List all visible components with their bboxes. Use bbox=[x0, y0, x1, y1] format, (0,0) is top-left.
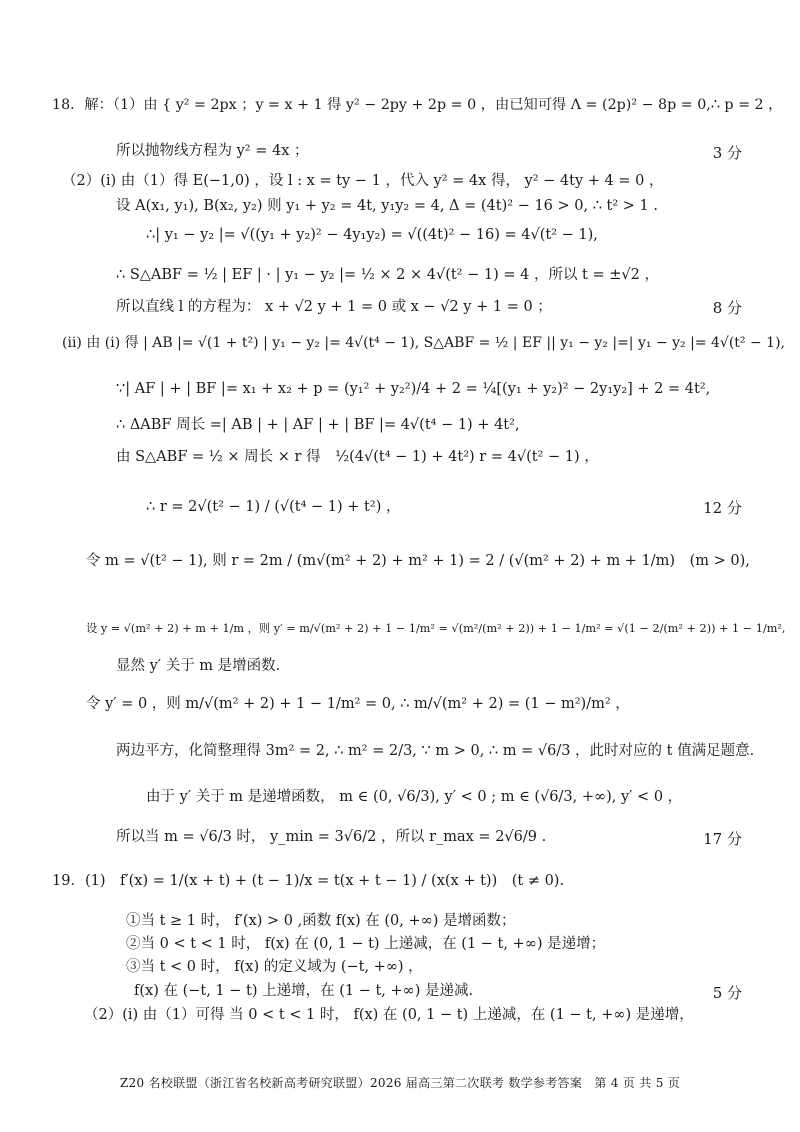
q18-score-3: 3 分 bbox=[712, 144, 742, 162]
q18-line-8: (ⅱ) 由 (ⅰ) 得 | AB |= √(1 + t²) | y₁ − y₂ |= 4√(t⁴ − 1), S△ABF = ½ | EF || y₁ − y₂ |=| y₁ − y₂ |= 4√(t² − 1), bbox=[62, 335, 785, 351]
q18-line-11: 由 S△ABF = ½ × 周长 × r 得 ½(4√(t⁴ − 1) + 4t²) r = 4√(t² − 1) ， bbox=[116, 449, 599, 465]
q18-line-2: 所以抛物线方程为 y² = 4x ； bbox=[116, 143, 309, 159]
q18-score-12: 12 分 bbox=[703, 499, 742, 517]
q18-line-5: ∴| y₁ − y₂ |= √((y₁ + y₂)² − 4y₁y₂) = √((4t)² − 16) = 4√(t² − 1), bbox=[146, 227, 598, 243]
q18-line-14: 设 y = √(m² + 2) + m + 1/m ，则 y′ = m/√(m² + 2) + 1 − 1/m² = √(m²/(m² + 2)) + 1 − 1/m² = √(1 − 2/(m² + 2)) + 1 − 1/m², bbox=[86, 622, 786, 635]
q18-line-16: 令 y′ = 0 ，则 m/√(m² + 2) + 1 − 1/m² = 0, ∴ m/√(m² + 2) = (1 − m²)/m² ， bbox=[86, 696, 630, 712]
page-footer: Z20 名校联盟（浙江省名校新高考研究联盟）2026 届高三第二次联考 数学参考答案 第 4 页 共 5 页 bbox=[119, 1076, 681, 1090]
q19-line-1: 19．(1) f′(x) = 1/(x + t) + (t − 1)/x = t(x + t − 1) / (x(x + t)) (t ≠ 0). bbox=[52, 873, 565, 889]
q18-line-19: 所以当 m = √6/3 时， y_min = 3√6/2 ，所以 r_max = 2√6/9 . bbox=[116, 829, 547, 845]
q18-line-15: 显然 y′ 关于 m 是增函数. bbox=[116, 658, 281, 674]
q19-line-5: f(x) 在 (−t, 1 − t) 上递增，在 (1 − t, +∞) 是递减. bbox=[134, 983, 474, 999]
q18-line-13: 令 m = √(t² − 1), 则 r = 2m / (m√(m² + 2) + m² + 1) = 2 / (√(m² + 2) + m + 1/m) (m > 0), bbox=[86, 553, 750, 569]
q18-score-17: 17 分 bbox=[703, 830, 742, 848]
q18-line-3: （2）(ⅰ) 由（1）得 E(−1,0) ，设 l : x = ty − 1 ，代入 y² = 4x 得， y² − 4ty + 4 = 0 ， bbox=[62, 173, 664, 189]
q19-line-3: ②当 0 < t < 1 时， f(x) 在 (0, 1 − t) 上递减，在 (1 − t, +∞) 是递增； bbox=[126, 936, 606, 952]
q19-line-2: ①当 t ≥ 1 时， f′(x) > 0 ,函数 f(x) 在 (0, +∞) 是增函数； bbox=[126, 913, 516, 929]
q18-score-8: 8 分 bbox=[712, 299, 742, 317]
q18-line-7: 所以直线 l 的方程为： x + √2 y + 1 = 0 或 x − √2 y + 1 = 0 ； bbox=[116, 299, 552, 315]
q18-line-10: ∴ ΔABF 周长 =| AB | + | AF | + | BF |= 4√(t⁴ − 1) + 4t², bbox=[116, 417, 520, 433]
q18-line-4: 设 A(x₁, y₁), B(x₂, y₂) 则 y₁ + y₂ = 4t, y₁y₂ = 4, Δ = (4t)² − 16 > 0, ∴ t² > 1 . bbox=[116, 198, 658, 214]
q19-score-5: 5 分 bbox=[712, 984, 742, 1002]
q18-line-17: 两边平方，化简整理得 3m² = 2, ∴ m² = 2/3, ∵ m > 0, ∴ m = √6/3 ，此时对应的 t 值满足题意. bbox=[116, 743, 755, 759]
q18-line-1: 18．解：（1）由 { y² = 2px ；y = x + 1 得 y² − 2py + 2p = 0 ，由已知可得 Λ = (2p)² − 8p = 0,∴ p = 2 ， bbox=[52, 97, 783, 113]
q19-line-6: （2）(ⅰ) 由（1）可得 当 0 < t < 1 时， f(x) 在 (0, 1 − t) 上递减，在 (1 − t, +∞) 是递增， bbox=[84, 1007, 694, 1023]
q18-line-18: 由于 y′ 关于 m 是递增函数， m ∈ (0, √6/3), y′ < 0 ; m ∈ (√6/3, +∞), y′ < 0 ， bbox=[146, 789, 683, 805]
q19-line-4: ③当 t < 0 时， f(x) 的定义域为 (−t, +∞) ， bbox=[126, 959, 423, 975]
q18-line-12: ∴ r = 2√(t² − 1) / (√(t⁴ − 1) + t²) ， bbox=[146, 499, 401, 515]
q18-line-6: ∴ S△ABF = ½ | EF | · | y₁ − y₂ |= ½ × 2 × 4√(t² − 1) = 4 ，所以 t = ±√2 ， bbox=[116, 267, 659, 283]
q18-line-9: ∵| AF | + | BF |= x₁ + x₂ + p = (y₁² + y₂²)/4 + 2 = ¼[(y₁ + y₂)² − 2y₁y₂] + 2 = 4t², bbox=[116, 381, 711, 397]
